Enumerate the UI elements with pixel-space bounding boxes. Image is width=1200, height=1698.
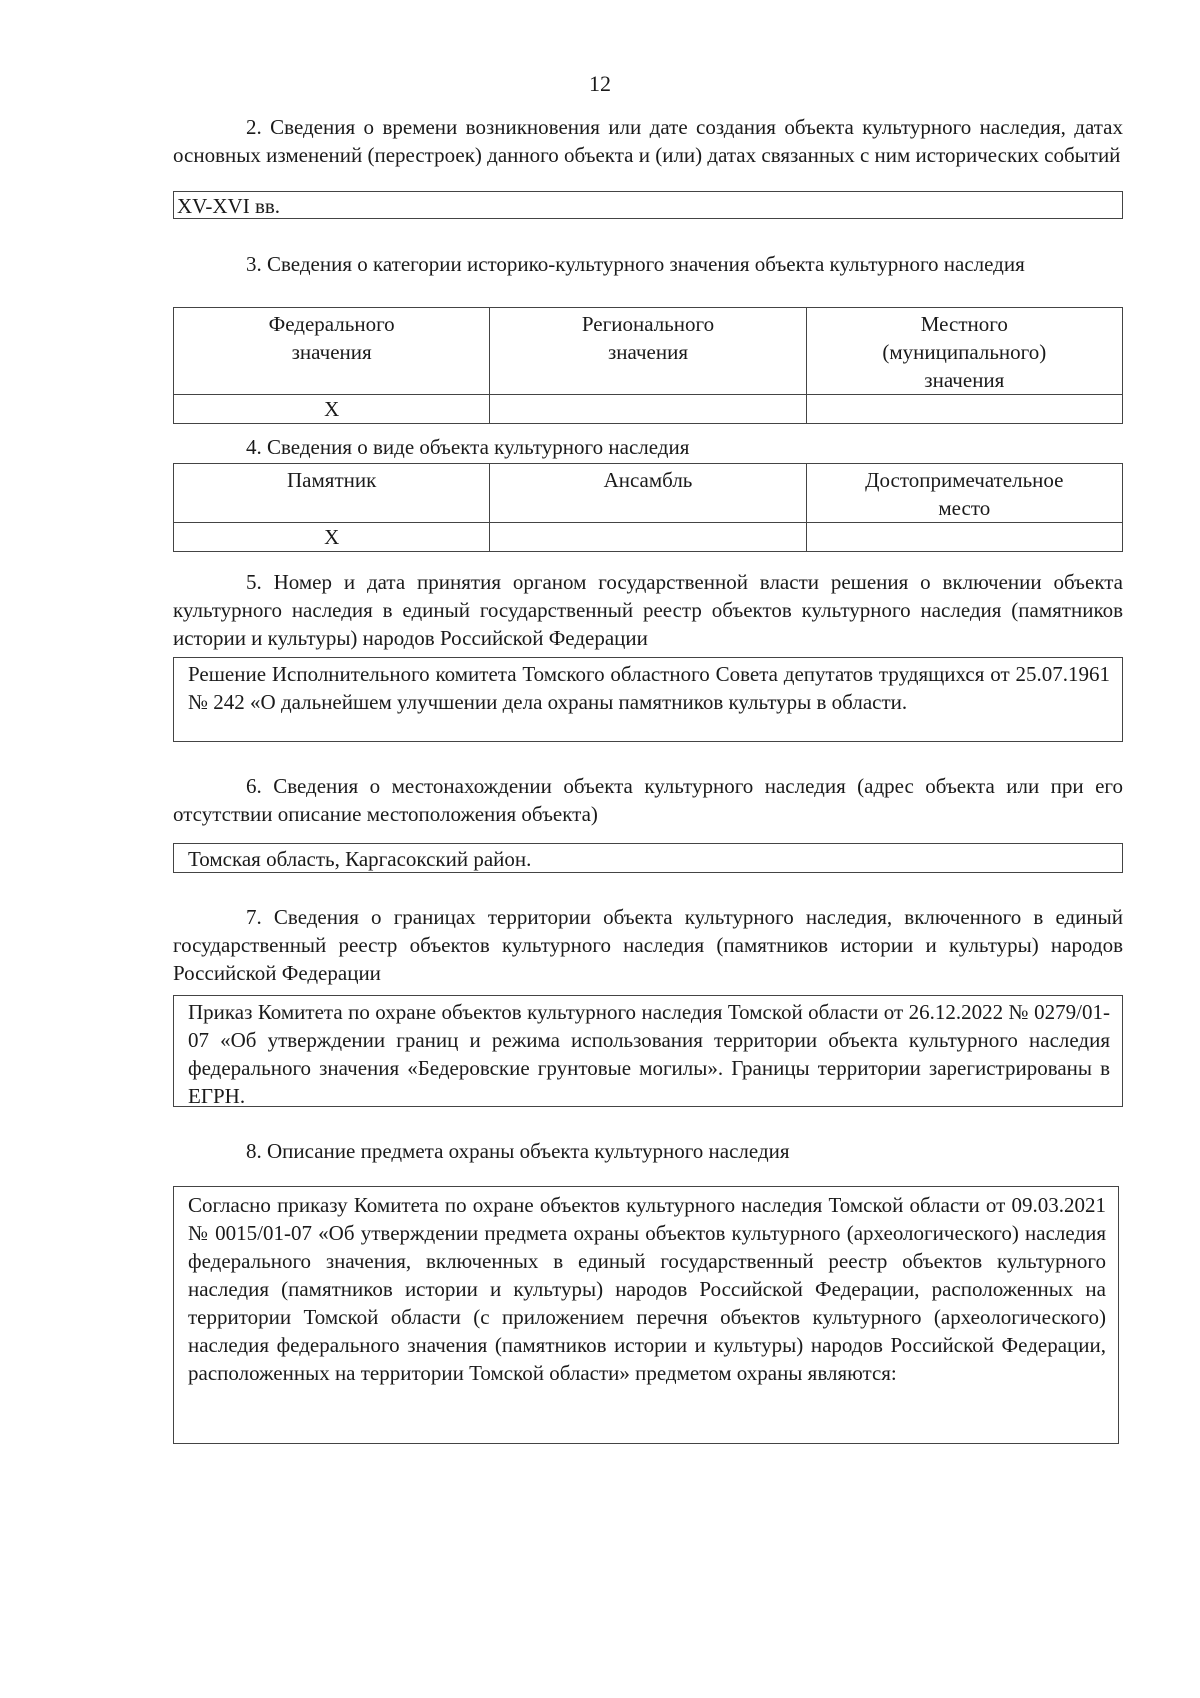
section-7-value: Приказ Комитета по охране объектов культурного наследия Томской области от 26.12.2022 № 0279/01-07 «Об утверждении границ и режима использования территории объекта культурного наследия федерального значения «Бедеровские грунтовые могилы». Границы территории зарегистрированы в ЕГРН. xyxy=(188,1000,1110,1108)
section-8-value-box xyxy=(173,1186,1119,1444)
cell-local-mark xyxy=(806,395,1122,424)
heritage-type-table xyxy=(173,463,1123,552)
section-7-value-box xyxy=(173,995,1123,1107)
section-8-heading: 8. Описание предмета охраны объекта культурного наследия xyxy=(246,1139,790,1163)
significance-category-table xyxy=(173,307,1123,424)
section-8-value: Согласно приказу Комитета по охране объектов культурного наследия Томской области от 09.03.2021 № 0015/01-07 «Об утверждении предмета охраны объектов культурного (археологического) наследия федерального значения, включенных в единый государственный реестр объектов культурного наследия (памятников истории и культуры) народов Российской Федерации, расположенных на территории Томской области (с приложением перечня объектов культурного (археологического) наследия федерального значения (памятников истории и культуры) народов Российской Федерации, расположенных на территории Томской области» предметом охраны являются: xyxy=(188,1193,1106,1385)
col-ensemble: Ансамбль xyxy=(490,464,806,523)
table-header-row xyxy=(174,308,1123,395)
table-header-row xyxy=(174,464,1123,523)
table-row xyxy=(174,395,1123,424)
col-local: Местного (муниципального) значения xyxy=(806,308,1122,395)
cell-ensemble-mark xyxy=(490,523,806,552)
section-4-heading: 4. Сведения о виде объекта культурного наследия xyxy=(246,435,690,459)
section-6-value-box xyxy=(173,843,1123,873)
section-7-heading: 7. Сведения о границах территории объекта культурного наследия, включенного в единый государственный реестр объектов культурного наследия (памятников истории и культуры) народов Российской Федерации xyxy=(173,905,1123,985)
section-2-heading: 2. Сведения о времени возникновения или дате создания объекта культурного наследия, датах основных изменений (перестроек) данного объекта и (или) датах связанных с ним исторических событий xyxy=(173,115,1123,167)
section-5-heading: 5. Номер и дата принятия органом государственной власти решения о включении объекта культурного наследия в единый государственный реестр объектов культурного наследия (памятников истории и культуры) народов Российской Федерации xyxy=(173,570,1123,650)
section-5-value-box xyxy=(173,657,1123,742)
section-6-heading: 6. Сведения о местонахождении объекта культурного наследия (адрес объекта или при его отсутствии описание местоположения объекта) xyxy=(173,774,1123,826)
col-monument: Памятник xyxy=(174,464,490,523)
col-regional: Регионального значения xyxy=(490,308,806,395)
page-number: 12 xyxy=(589,71,611,96)
cell-landmark-mark xyxy=(806,523,1122,552)
section-3-heading: 3. Сведения о категории историко-культурного значения объекта культурного наследия xyxy=(246,252,1025,276)
col-landmark: Достопримечательное место xyxy=(806,464,1122,523)
section-5-value: Решение Исполнительного комитета Томского областного Совета депутатов трудящихся от 25.07.1961 № 242 «О дальнейшем улучшении дела охраны памятников культуры в области. xyxy=(188,662,1110,714)
table-row xyxy=(174,523,1123,552)
section-2-value: XV-XVI вв. xyxy=(177,194,281,218)
section-6-value: Томская область, Каргасокский район. xyxy=(188,847,532,871)
cell-regional-mark xyxy=(490,395,806,424)
cell-federal-mark: X xyxy=(174,395,490,424)
cell-monument-mark: X xyxy=(174,523,490,552)
section-2-value-box xyxy=(173,191,1123,219)
col-federal: Федерального значения xyxy=(174,308,490,395)
